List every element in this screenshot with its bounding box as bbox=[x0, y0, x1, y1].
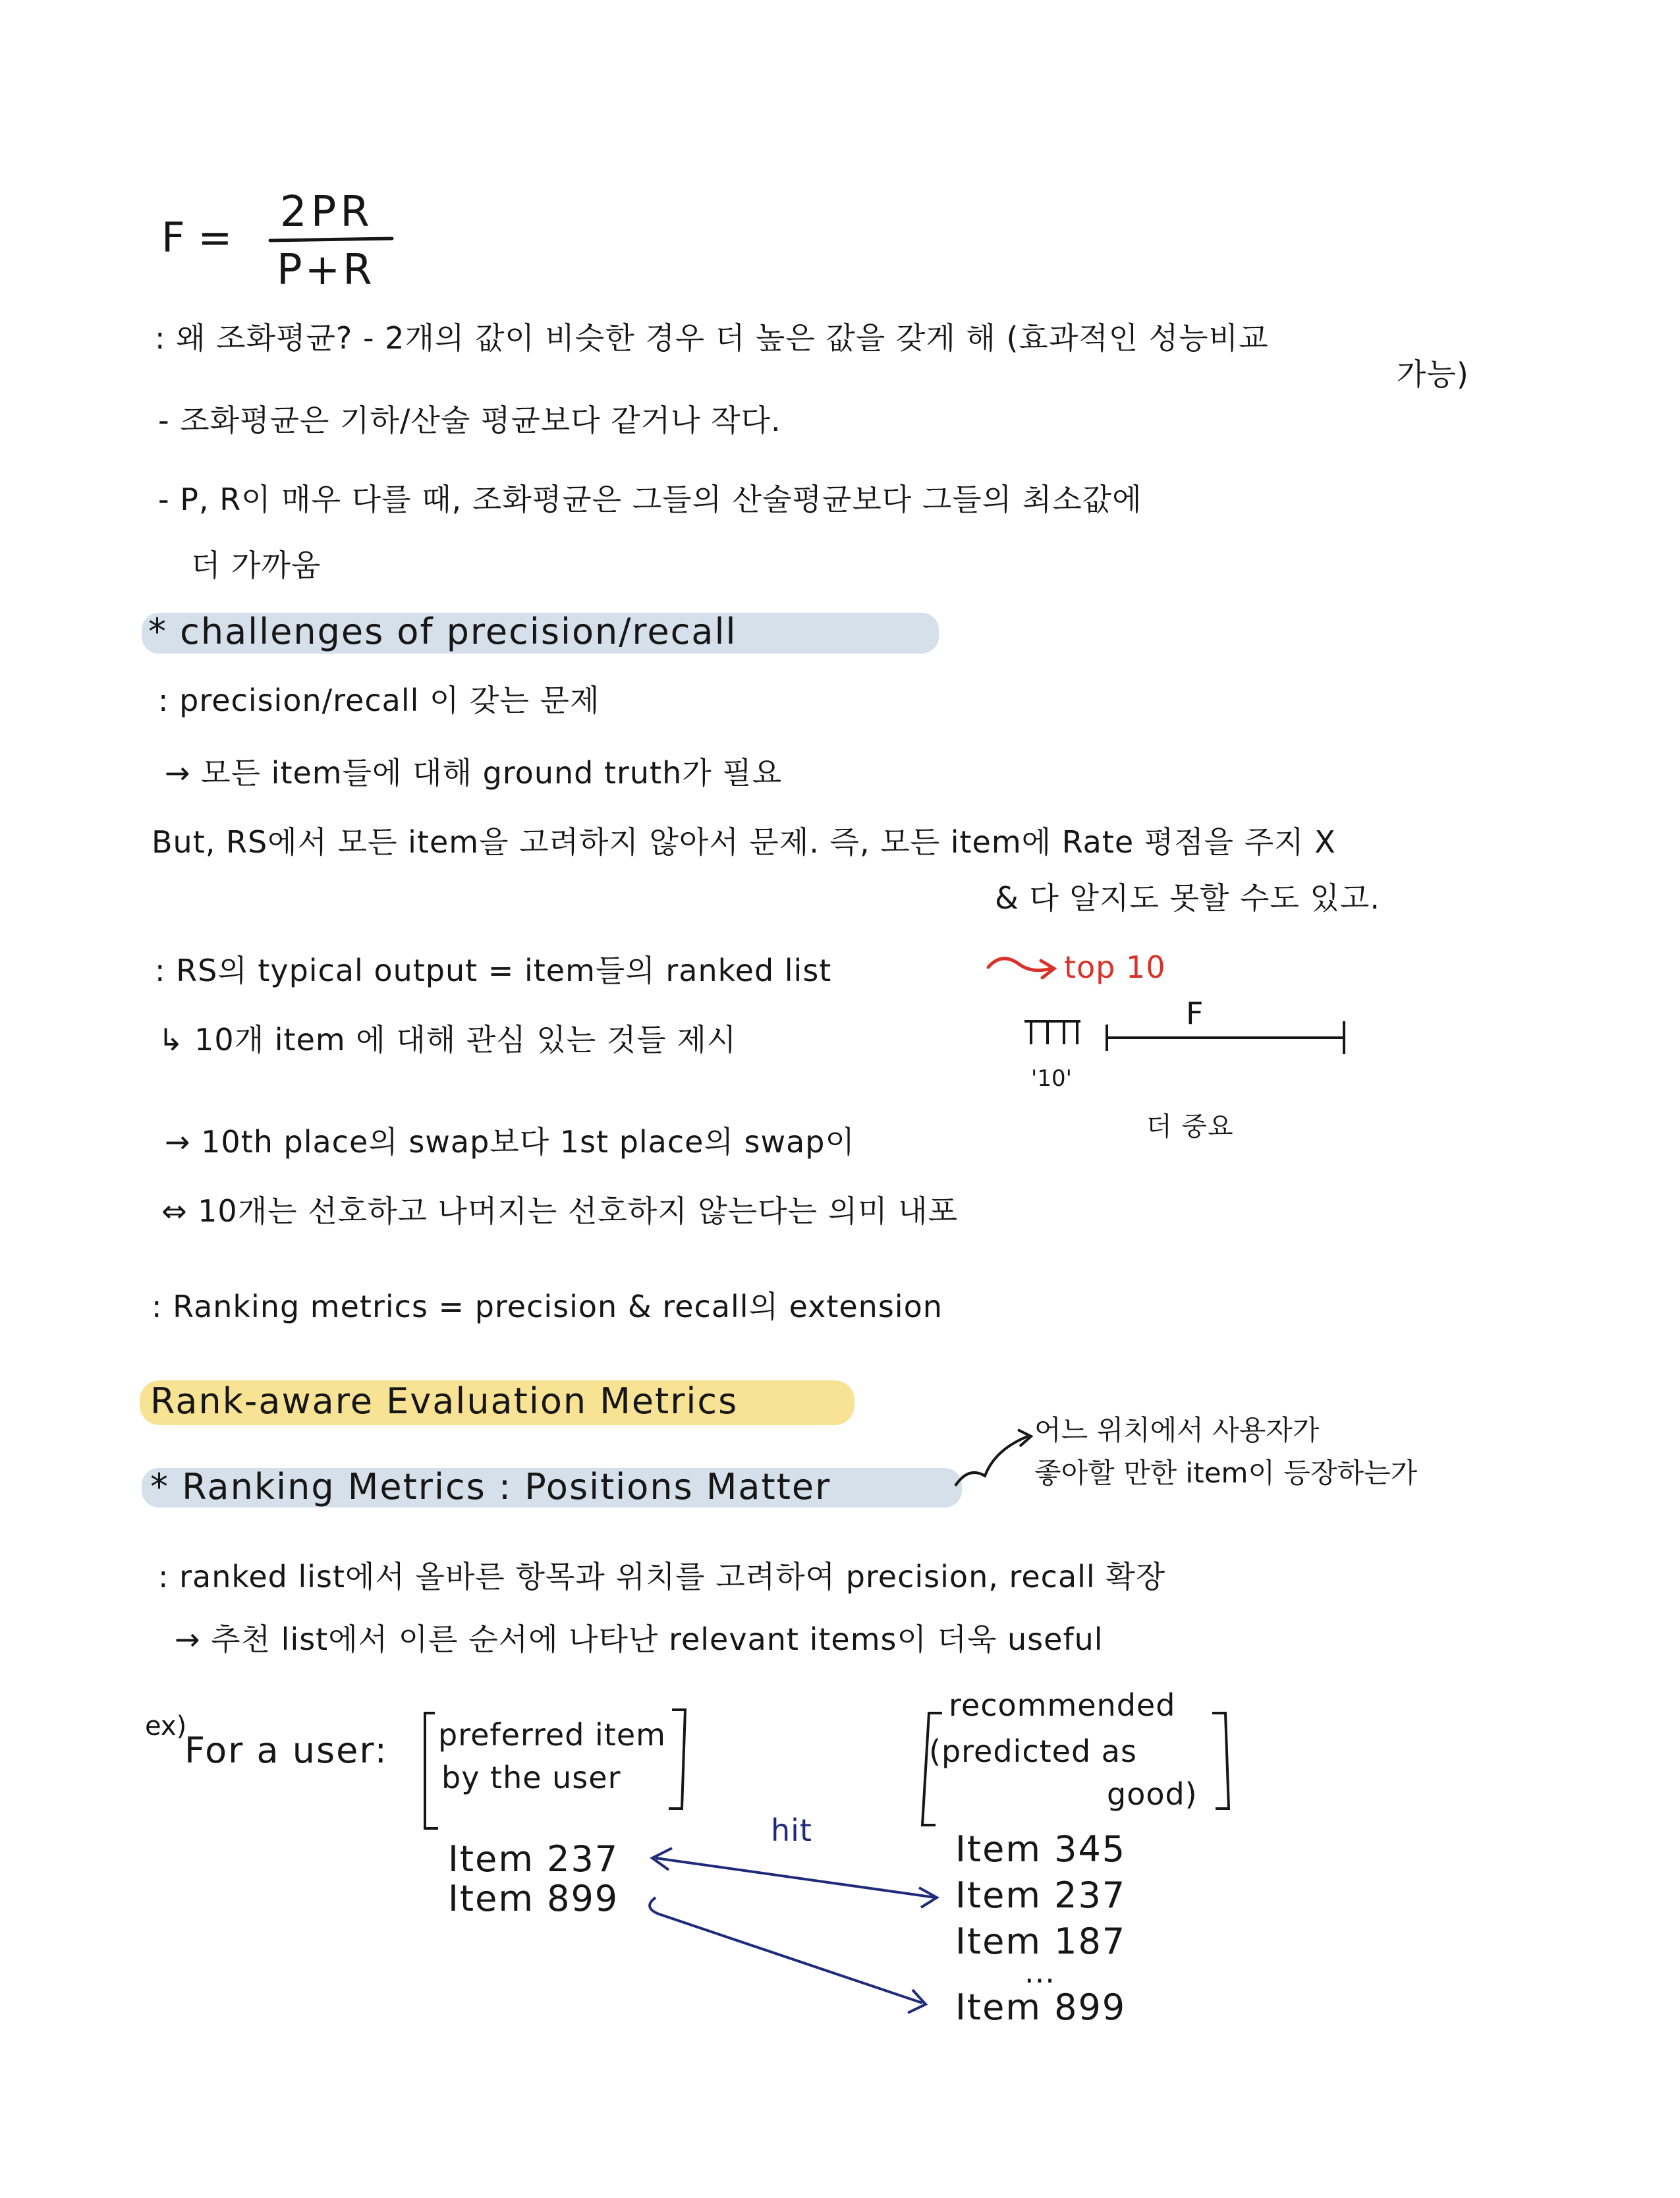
diagram-ticks-label: '10' bbox=[1031, 1065, 1072, 1092]
formula-numerator: 2PR bbox=[280, 188, 374, 237]
section-subtitle-positions: * Ranking Metrics : Positions Matter bbox=[150, 1466, 831, 1508]
recommended-item: Item 345 bbox=[955, 1828, 1127, 1870]
section-title-rank-aware: Rank-aware Evaluation Metrics bbox=[150, 1380, 739, 1422]
formula-denominator: P+R bbox=[277, 246, 375, 295]
challenges-line-problem: : precision/recall 이 갖는 문제 bbox=[158, 683, 600, 718]
ranking-metrics-line: : Ranking metrics = precision & recall의 extension bbox=[152, 1289, 943, 1324]
challenges-line-but: But, RS에서 모든 item을 고려하지 않아서 문제. 즉, 모든 item에 Rate 평점을 주지 X bbox=[152, 824, 1336, 860]
example-for-user: For a user: bbox=[184, 1730, 388, 1771]
example-label: ex) bbox=[145, 1711, 187, 1741]
formula-lhs: F = bbox=[161, 213, 233, 262]
hit-label: hit bbox=[771, 1813, 812, 1848]
note-harmonic-min: - P, R이 매우 다를 때, 조화평균은 그들의 산술평균보다 그들의 최소값에 bbox=[158, 482, 1142, 517]
section-title-challenges: * challenges of precision/recall bbox=[148, 611, 737, 652]
recommended-item: Item 899 bbox=[955, 1987, 1127, 2028]
diagram-f-label: F bbox=[1186, 996, 1204, 1031]
rank-aware-line-extend: : ranked list에서 올바른 항목과 위치를 고려하여 precision, recall 확장 bbox=[158, 1559, 1166, 1594]
recommended-header-2: (predicted as bbox=[929, 1733, 1137, 1769]
preferred-item: Item 237 bbox=[448, 1838, 619, 1880]
note-harmonic-smaller: - 조화평균은 기하/산술 평균보다 같거나 작다. bbox=[158, 403, 781, 438]
swap-line: → 10th place의 swap보다 1st place의 swap이 bbox=[165, 1124, 855, 1160]
swap-suffix: 더 중요 bbox=[1146, 1112, 1234, 1142]
note-why-harmonic-cont: 가능) bbox=[1397, 356, 1469, 392]
note-why-harmonic: : 왜 조화평균? - 2개의 값이 비슷한 경우 더 높은 값을 갖게 해 (효과적인 성능비교 bbox=[155, 320, 1269, 356]
preferred-item: Item 899 bbox=[448, 1878, 619, 1919]
challenges-line-unknown: & 다 알지도 못할 수도 있고. bbox=[995, 880, 1380, 916]
preferred-header-2: by the user bbox=[441, 1760, 621, 1795]
side-note-position: 어느 위치에서 사용자가 bbox=[1034, 1414, 1320, 1446]
rank-aware-line-useful: → 추천 list에서 이른 순서에 나타난 relevant items이 더욱 useful bbox=[175, 1621, 1104, 1657]
recommended-item: Item 187 bbox=[955, 1921, 1127, 1962]
note-harmonic-closer: 더 가까움 bbox=[191, 548, 322, 583]
side-note-appear: 좋아할 만한 item이 등장하는가 bbox=[1034, 1457, 1418, 1489]
preferred-header-1: preferred item bbox=[438, 1717, 666, 1753]
top10-description: ↳ 10개 item 에 대해 관심 있는 것들 제시 bbox=[158, 1022, 737, 1057]
recommended-header-1: recommended bbox=[949, 1687, 1176, 1723]
recommended-ellipsis: ... bbox=[1024, 1954, 1055, 1990]
recommended-header-3: good) bbox=[1107, 1776, 1198, 1812]
challenges-line-ground-truth: → 모든 item들에 대해 ground truth가 필요 bbox=[165, 755, 783, 791]
challenges-line-typical-output: : RS의 typical output = item들의 ranked list bbox=[155, 953, 832, 988]
meaning-line: ⇔ 10개는 선호하고 나머지는 선호하지 않는다는 의미 내포 bbox=[161, 1193, 959, 1229]
recommended-item: Item 237 bbox=[955, 1874, 1127, 1916]
top10-label: top 10 bbox=[1064, 949, 1166, 985]
